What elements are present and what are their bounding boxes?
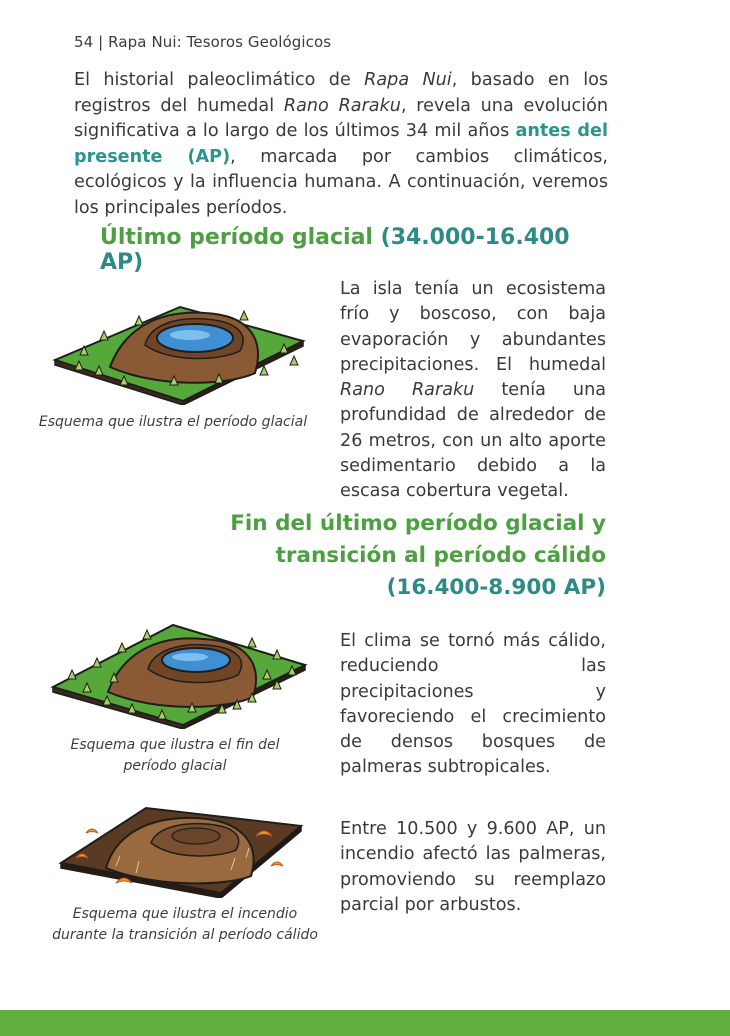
intro-paragraph: El historial paleoclimático de Rapa Nui, basado en los registros del humedal Rano Raraku, revela una evolución significativa a lo largo de los últimos 34 mil años antes del presente (AP), marcada por cambios climáticos, ecológicos y la influencia humana. A continuación, veremos los principales períodos.	[74, 70, 609, 218]
section-date: (16.400-8.900 AP)	[386, 575, 606, 600]
rapa-nui-italic: Rapa Nui	[364, 70, 452, 90]
caption-glacial: Esquema que ilustra el período glacial	[38, 414, 308, 430]
ap-highlight: antes del presente (AP)	[74, 121, 608, 167]
section-date: (34.000-16.400 AP)	[100, 225, 570, 275]
rano-raraku-italic: Rano Raraku	[283, 95, 401, 116]
section-heading-transition: Fin del último período glacial y transición al período cálido (16.400-8.900 AP)	[230, 511, 606, 600]
glacial-paragraph: La isla tenía un ecosistema frío y boscoso, con baja evaporación y abundantes precipitaciones. El humedal Rano Raraku tenía una profundidad de alrededor de 26 metros, con un alto aporte sedimentario debido a la escasa cobertura vegetal.	[340, 279, 606, 502]
fire-paragraph: Entre 10.500 y 9.600 AP, un incendio afectó las palmeras, promoviendo su reemplazo parcial por arbustos.	[340, 819, 606, 915]
fire-illustration	[56, 788, 306, 898]
caption-fire: Esquema que ilustra el incendio durante la transición al período cálido	[52, 906, 318, 943]
end-glacial-illustration	[48, 617, 310, 729]
footer-bar	[0, 1010, 730, 1036]
glacial-period-illustration	[50, 285, 308, 405]
transition-paragraph: El clima se tornó más cálido, reduciendo las precipitaciones y favoreciendo el crecimiento de densos bosques de palmeras subtropicales.	[340, 631, 606, 778]
running-header: 54 | Rapa Nui: Tesoros Geológicos	[74, 33, 332, 51]
caption-end-glacial: Esquema que ilustra el fin del período glacial	[70, 737, 280, 774]
section-heading-glacial: Último período glacial (34.000-16.400 AP)	[100, 225, 570, 275]
